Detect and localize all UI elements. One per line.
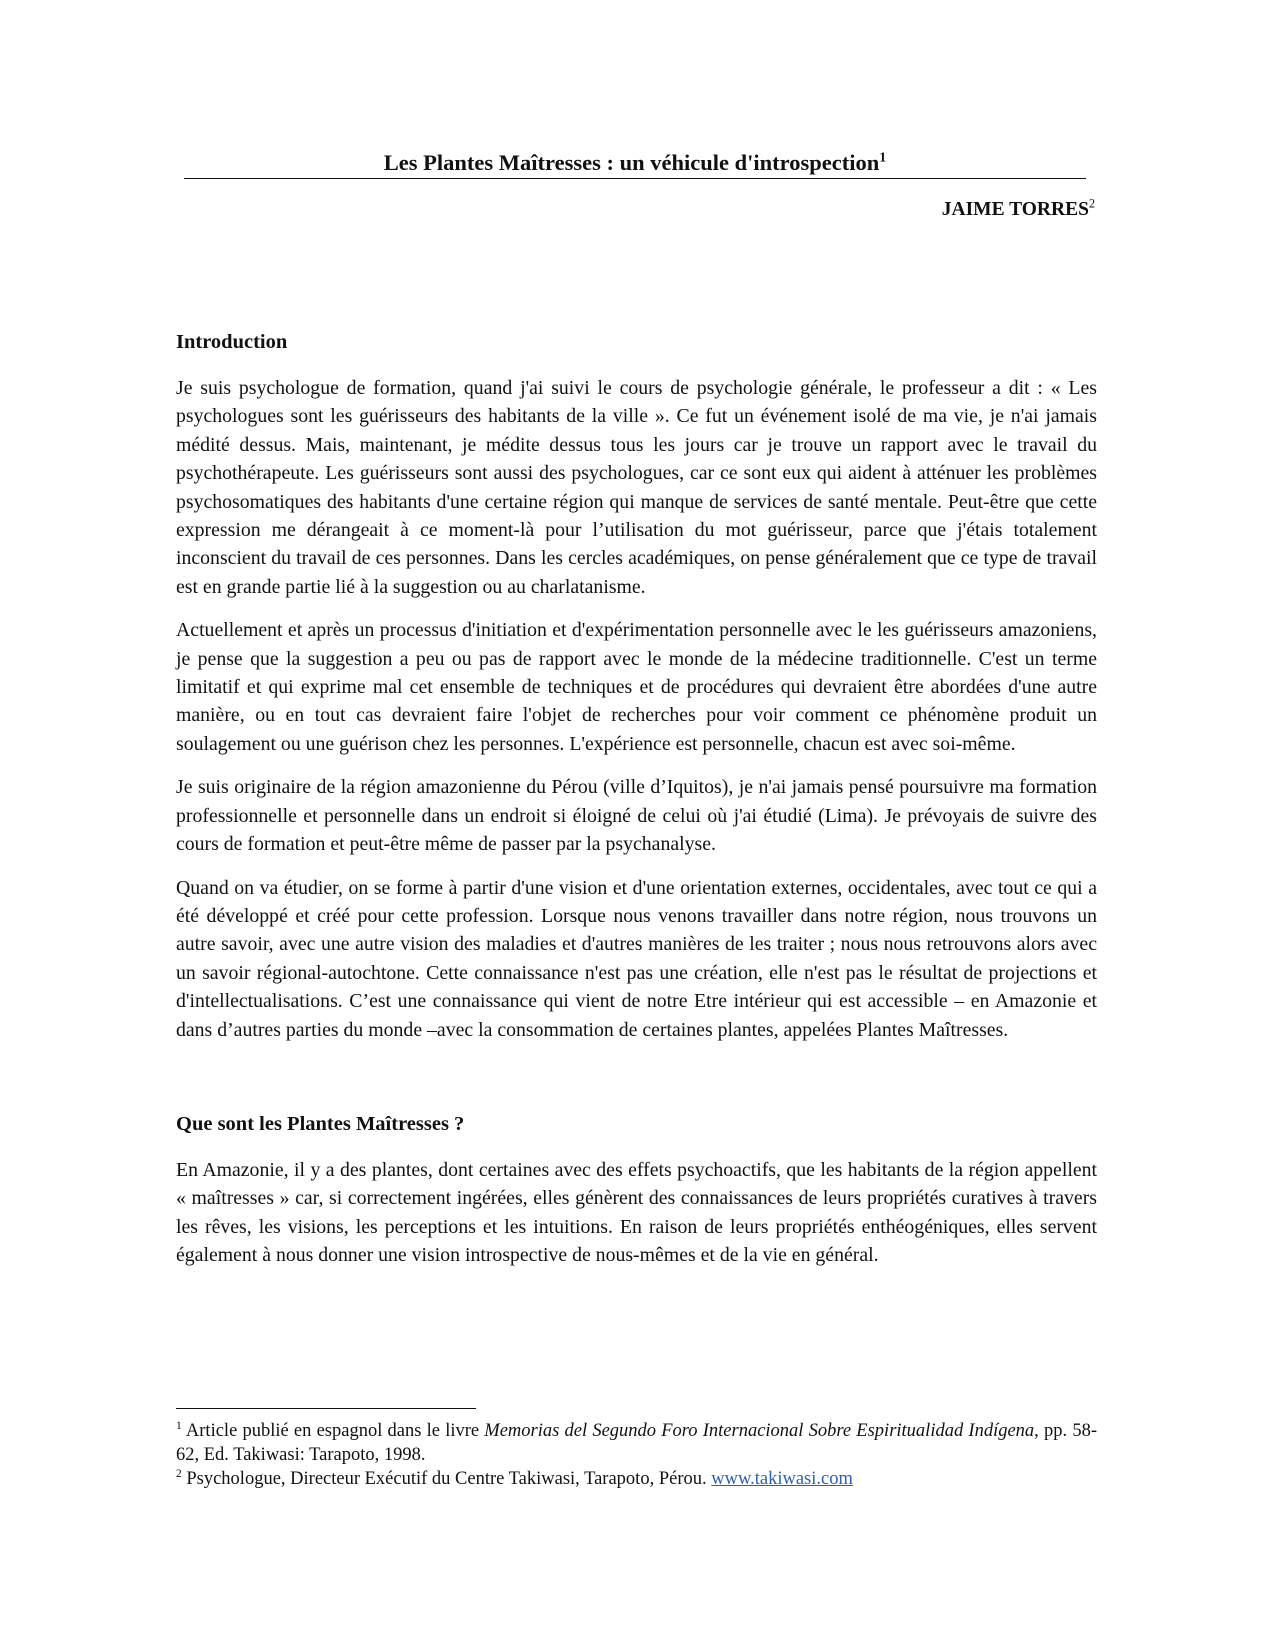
footnote-1 [176, 1419, 1097, 1467]
author-name: JAIME TORRES [941, 199, 1089, 220]
footnote-text: Article publié en espagnol dans le livre [181, 1421, 485, 1441]
title-text: Les Plantes Maîtresses : un véhicule d'introspection [383, 150, 880, 175]
footnotes [176, 1408, 1097, 1491]
footnote-text: Psychologue, Directeur Exécutif du Centre Takiwasi, Tarapoto, Pérou. [181, 1469, 712, 1489]
paragraph: Je suis psychologue de formation, quand j'ai suivi le cours de psychologie générale, le professeur a dit : « Les psychologues sont les guérisseurs des habitants de la ville ». Ce fut un événement isolé de ma vie, je n'ai jamais médité dessus. Mais, maintenant, je médite dessus tous les jours car je trouve un rapport avec le travail du psychothérapeute. Les guérisseurs sont aussi des psychologues, car ce sont eux qui aident à atténuer les problèmes psychosomatiques des habitants d'une certaine région qui manque de services de santé mentale. Peut-être que cette expression me dérangeait à ce moment-là pour l’utilisation du mot guérisseur, parce que j'étais totalement inconscient du travail de ces personnes. Dans les cercles académiques, on pense généralement que ce type de travail est en grande partie lié à la suggestion ou au charlatanisme. [176, 377, 1097, 598]
title-block [184, 148, 1086, 179]
section-heading-plantes-maitresses: Que sont les Plantes Maîtresses ? [176, 1112, 465, 1135]
section-heading-introduction: Introduction [176, 331, 288, 353]
paragraph: En Amazonie, il y a des plantes, dont certaines avec des effets psychoactifs, que les habitants de la région appellent « maîtresses » car, si correctement ingérées, elles génèrent des connaissances de leurs propriétés curatives à travers les rêves, les visions, les perceptions et les intuitions. En raison de leurs propriétés enthéogéniques, elles servent également à nous donner une vision introspective de nous-mêmes et de la vie en général. [176, 1158, 1097, 1267]
footnote-book-title: Memorias del Segundo Foro Internacional Sobre Espiritualidad Indígena [484, 1421, 1035, 1441]
document-title [384, 150, 886, 175]
title-footnote-ref[interactable]: 1 [879, 150, 887, 166]
body-content [176, 328, 1097, 1270]
footnote-marker: 2 [176, 1467, 182, 1480]
paragraph: Quand on va étudier, on se forme à partir d'une vision et d'une orientation externes, occidentales, avec tout ce qui a été développé et créé pour cette profession. Lorsque nous venons travailler dans notre région, nous trouvons un autre savoir, avec une autre vision des maladies et d'autres manières de les traiter ; nous nous retrouvons alors avec un savoir régional-autochtone. Cette connaissance n'est pas une création, elle n'est pas le résultat de projections et d'intellectualisations. C’est une connaissance qui vient de notre Etre intérieur qui est accessible – en Amazonie et dans d’autres parties du monde –avec la consommation de certaines plantes, appelées Plantes Maîtresses. [176, 876, 1097, 1041]
footnote-marker: 1 [176, 1419, 182, 1432]
author-footnote-ref[interactable]: 2 [1088, 196, 1095, 211]
footnote-text: , pp. 58-62, Ed. Takiwasi: Tarapoto, 1998. [176, 1421, 1097, 1465]
footnote-divider [176, 1408, 476, 1409]
footnote-link[interactable]: www.takiwasi.com [711, 1469, 853, 1489]
paragraph: Actuellement et après un processus d'initiation et d'expérimentation personnelle avec le les guérisseurs amazoniens, je pense que la suggestion a peu ou pas de rapport avec le monde de la médecine traditionnelle. C'est un terme limitatif et qui exprime mal cet ensemble de techniques et de procédures qui devraient être abordées d'une autre manière, ou en tout cas devraient faire l'objet de recherches pour voir comment ce phénomène produit un soulagement ou une guérison chez les personnes. L'expérience est personnelle, chacun est avec soi-même. [176, 619, 1097, 755]
paragraph: Je suis originaire de la région amazonienne du Pérou (ville d’Iquitos), je n'ai jamais pensé poursuivre ma formation professionnelle et personnelle dans un endroit si éloigné de celui où j'ai étudié (Lima). Je prévoyais de suivre des cours de formation et peut-être même de passer par la psychanalyse. [176, 776, 1097, 856]
footnote-2 [176, 1467, 1097, 1491]
author-line [942, 198, 1095, 222]
